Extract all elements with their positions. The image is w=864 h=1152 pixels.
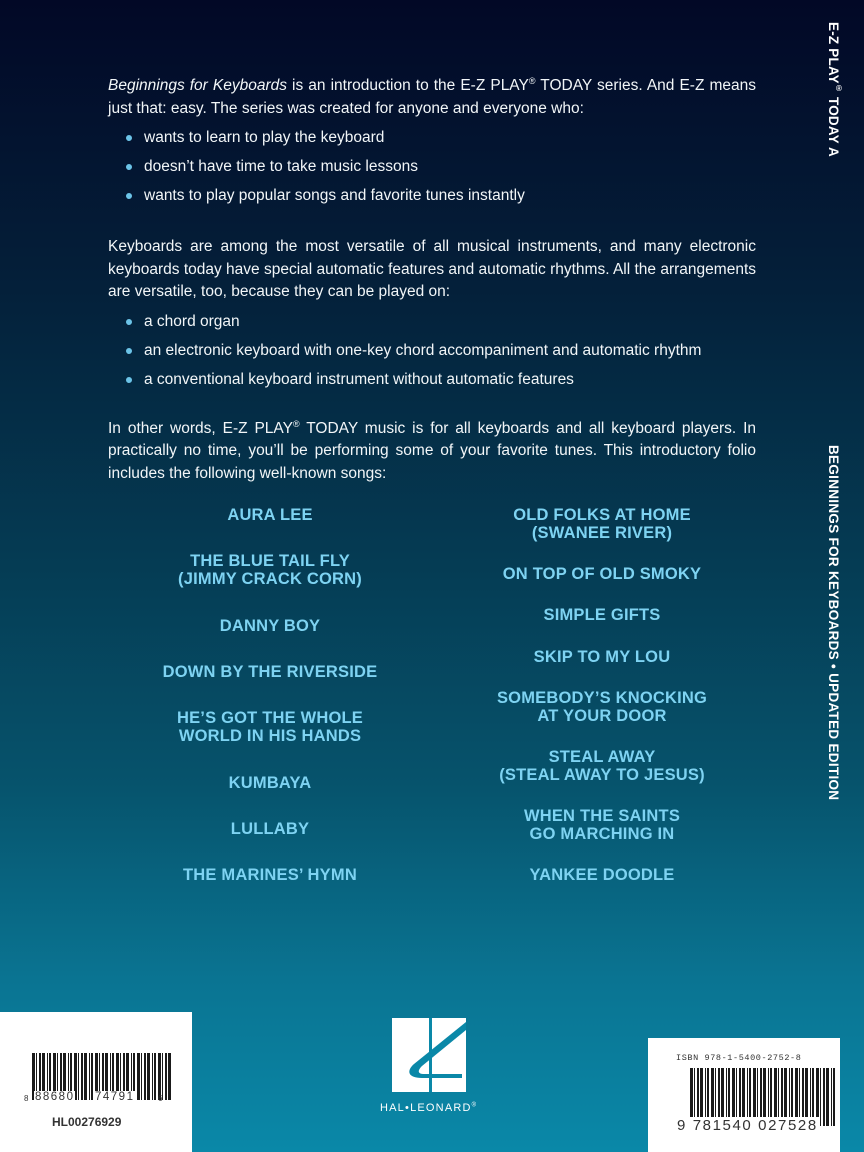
- list-item: [108, 185, 756, 214]
- barcode-bar: [833, 1068, 835, 1126]
- upc-left-digits: 88680: [35, 1091, 75, 1103]
- book-title-italic: Beginnings for Keyboards: [108, 77, 287, 94]
- registered-mark: ®: [528, 75, 536, 86]
- barcode-bar: [78, 1053, 79, 1100]
- bullet-icon: [126, 193, 132, 199]
- product-code: HL00276929: [52, 1115, 122, 1129]
- intro-text-2: TODAY series. And E-Z means just that: easy. The series was created for anyone and everyone who:: [108, 77, 756, 117]
- barcode-bar: [823, 1068, 825, 1126]
- song-title: [442, 689, 762, 725]
- song-title: [110, 617, 430, 635]
- song-title: [442, 565, 762, 583]
- song-line: YANKEE DOODLE: [529, 866, 675, 884]
- spine-series-prefix: E-Z PLAY: [826, 22, 841, 84]
- spine-series-title: [826, 22, 844, 157]
- registered-mark: ®: [471, 1102, 478, 1109]
- barcode-bar: [147, 1053, 150, 1100]
- song-title: [442, 807, 762, 843]
- description: [108, 75, 756, 485]
- list-item: [108, 369, 756, 398]
- spine-book-title: BEGINNINGS FOR KEYBOARDS • UPDATED EDITION: [826, 445, 841, 801]
- list-item-text: a chord organ: [144, 312, 240, 330]
- barcode-bar: [831, 1068, 832, 1126]
- song-title: [110, 709, 430, 745]
- song-title: [110, 663, 430, 681]
- song-line: SIMPLE GIFTS: [543, 606, 661, 624]
- publisher-name: [380, 1102, 520, 1114]
- barcode-bar: [162, 1053, 163, 1100]
- song-title: [442, 748, 762, 784]
- barcode-bar: [154, 1053, 156, 1100]
- instrument-list: [108, 311, 756, 398]
- song-line: (SWANEE RIVER): [531, 524, 673, 542]
- bullet-icon: [126, 164, 132, 170]
- audience-list: [108, 127, 756, 214]
- registered-mark: ®: [292, 418, 300, 429]
- song-line: THE MARINES’ HYMN: [183, 866, 357, 884]
- song-title: [442, 606, 762, 624]
- list-item-text: an electronic keyboard with one-key chord accompaniment and automatic rhythm: [144, 341, 702, 359]
- barcode-bar: [152, 1053, 153, 1100]
- barcode-bar: [165, 1053, 167, 1100]
- closing-paragraph: [108, 418, 756, 486]
- song-line: OLD FOLKS AT HOME: [513, 506, 691, 524]
- barcode-bar: [168, 1053, 171, 1100]
- upc-right-digits: 74791: [95, 1091, 135, 1103]
- song-line: HE’S GOT THE WHOLE: [176, 709, 364, 727]
- closing-text-1: In other words, E-Z PLAY: [108, 419, 293, 437]
- song-line: DOWN BY THE RIVERSIDE: [162, 663, 378, 681]
- song-line: SKIP TO MY LOU: [533, 648, 671, 666]
- isbn-number: ISBN 978-1-5400-2752-8: [676, 1053, 802, 1063]
- song-line: AT YOUR DOOR: [537, 707, 667, 725]
- versatile-paragraph: Keyboards are among the most versatile of all musical instruments, and many electronic keyboards today have special automatic features and automatic rhythms. All the arrangements are versatile, too, because they can be played on:: [108, 238, 756, 300]
- song-line: (JIMMY CRACK CORN): [178, 570, 362, 588]
- list-item-text: doesn’t have time to take music lessons: [144, 158, 418, 175]
- list-item: [108, 340, 756, 369]
- publisher-name-1: HAL: [380, 1102, 405, 1114]
- isbn-digits: 9 781540 027528: [677, 1117, 818, 1134]
- song-line: GO MARCHING IN: [529, 825, 675, 843]
- list-item: [108, 127, 756, 156]
- publisher-name-2: LEONARD: [410, 1102, 472, 1114]
- song-line: DANNY BOY: [219, 617, 321, 635]
- list-item: [108, 311, 756, 340]
- song-line: WHEN THE SAINTS: [523, 807, 681, 825]
- song-title: [110, 774, 430, 792]
- bullet-icon: [126, 135, 132, 141]
- bullet-icon: [126, 377, 132, 383]
- list-item-text: wants to learn to play the keyboard: [144, 129, 385, 146]
- song-line: SOMEBODY’S KNOCKING: [496, 689, 708, 707]
- upc-check-digit: 6: [158, 1094, 164, 1103]
- publisher-separator: •: [405, 1102, 411, 1114]
- song-title: [442, 866, 762, 884]
- barcode-bar: [158, 1053, 161, 1100]
- song-title: [442, 506, 762, 542]
- song-line: AURA LEE: [227, 506, 313, 524]
- registered-mark: ®: [834, 83, 844, 94]
- upc-lead-digit: 8: [24, 1094, 30, 1103]
- song-line: THE BLUE TAIL FLY: [190, 552, 350, 570]
- barcode-bar: [137, 1053, 140, 1100]
- intro-text-1: is an introduction to the E-Z PLAY: [287, 77, 529, 94]
- list-item-text: wants to play popular songs and favorite tunes instantly: [144, 187, 525, 204]
- barcode-bar: [91, 1053, 93, 1100]
- song-line: LULLABY: [230, 820, 310, 838]
- barcode-bar: [89, 1053, 90, 1100]
- song-line: WORLD IN HIS HANDS: [178, 727, 362, 745]
- song-title: [110, 820, 430, 838]
- barcode-bar: [84, 1053, 87, 1100]
- barcode-bar: [81, 1053, 83, 1100]
- song-title: [110, 866, 430, 884]
- intro-paragraph: [108, 75, 756, 120]
- list-item-text: a conventional keyboard instrument without automatic features: [144, 370, 574, 388]
- song-line: ON TOP OF OLD SMOKY: [502, 565, 702, 583]
- barcode-bar: [144, 1053, 146, 1100]
- barcode-bar: [141, 1053, 142, 1100]
- song-line: (STEAL AWAY TO JESUS): [499, 766, 705, 784]
- closing-text-2: TODAY music is for all keyboards and all keyboard players. In practically no time, you’ll be performing some of your favorite tunes. This introductory folio includes the following well-known songs:: [108, 419, 757, 482]
- hal-leonard-logo-icon: [392, 1018, 466, 1092]
- barcode-bar: [826, 1068, 829, 1126]
- spine-series-suffix: TODAY A: [826, 93, 841, 157]
- bullet-icon: [126, 348, 132, 354]
- list-item: [108, 156, 756, 185]
- bullet-icon: [126, 319, 132, 325]
- barcode-bar: [820, 1068, 821, 1126]
- song-title: [110, 552, 430, 588]
- song-title: [442, 648, 762, 666]
- song-line: STEAL AWAY: [548, 748, 656, 766]
- song-title: [110, 506, 430, 524]
- song-line: KUMBAYA: [228, 774, 312, 792]
